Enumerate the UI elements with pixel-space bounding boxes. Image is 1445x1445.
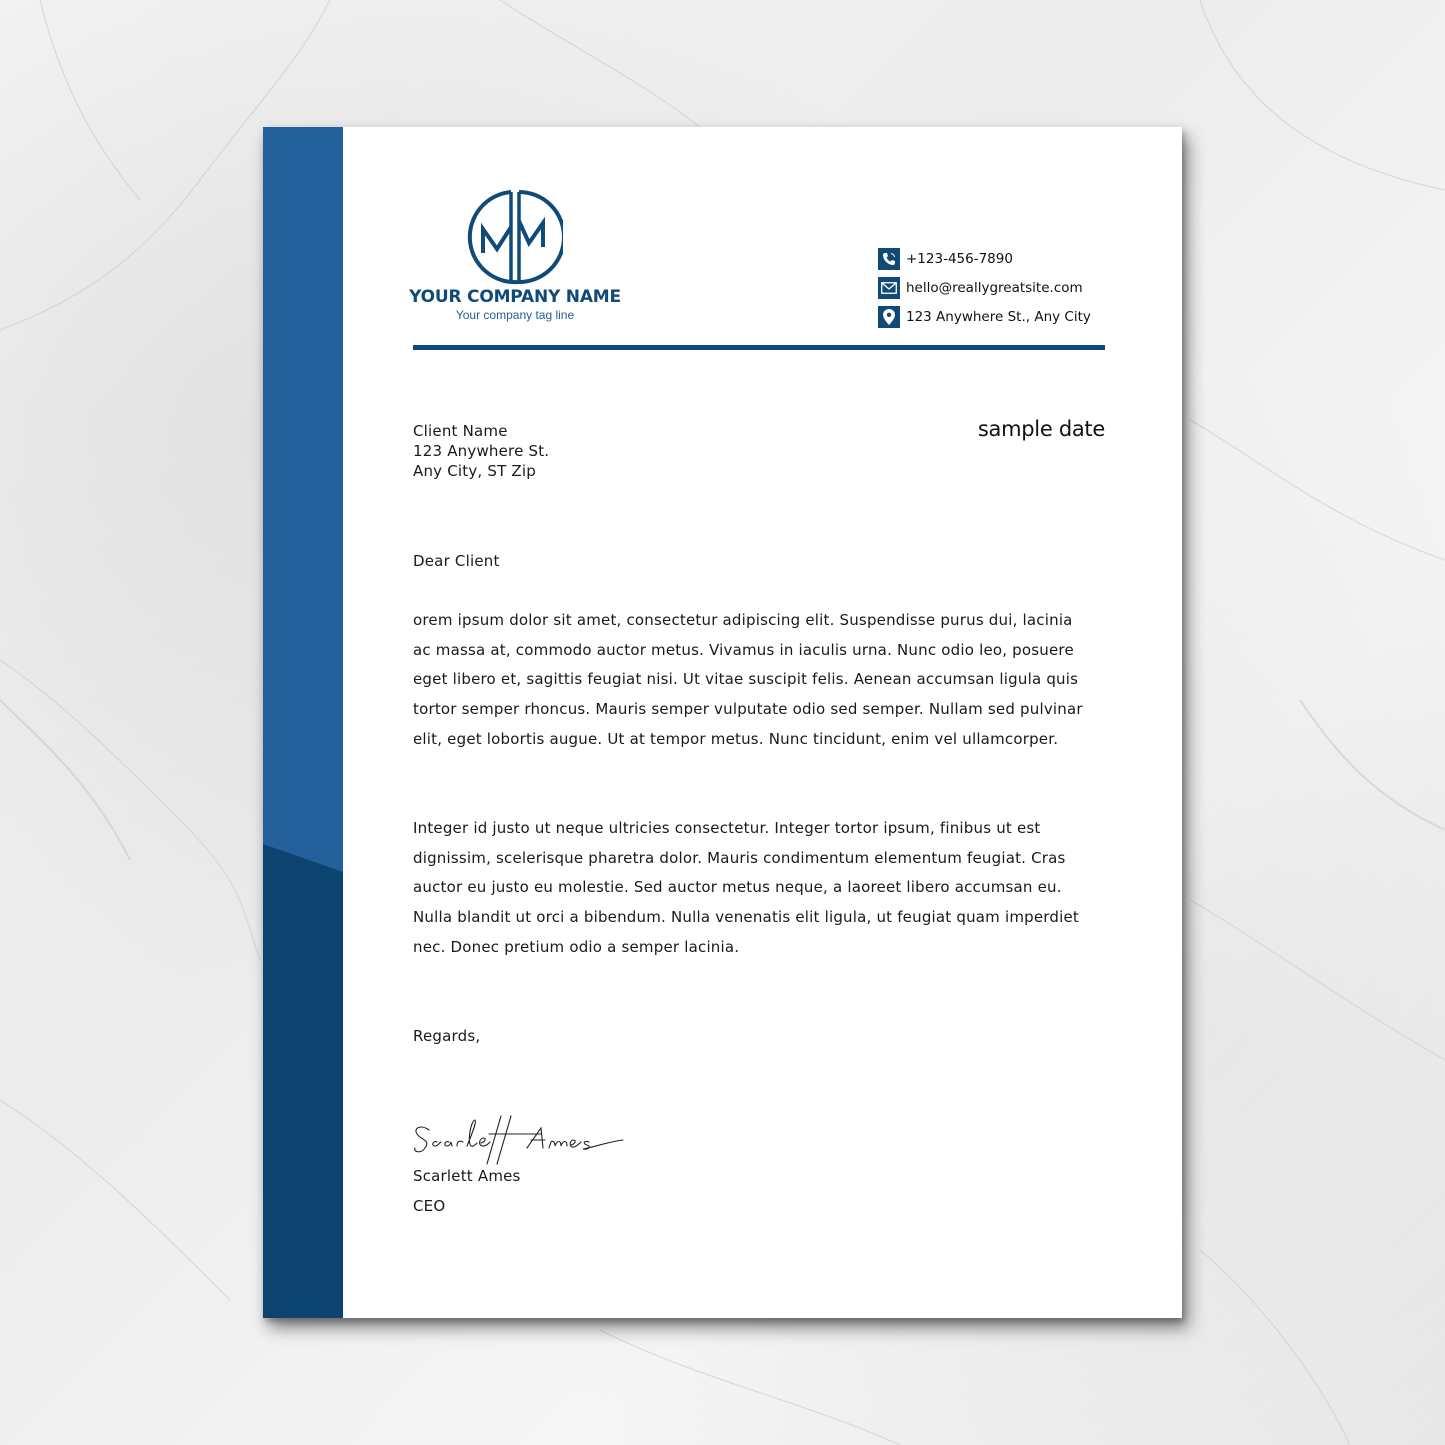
company-name: YOUR COMPANY NAME [409, 287, 621, 307]
header-divider [413, 345, 1105, 350]
recipient-street: 123 Anywhere St. [413, 442, 550, 460]
recipient-name: Client Name [413, 422, 508, 440]
letter-date: sample date [977, 417, 1105, 441]
sidebar-accent [263, 127, 343, 1318]
contact-phone [878, 244, 1091, 273]
phone-number[interactable]: +123-456-7890 [906, 250, 1013, 267]
letterhead-page [263, 127, 1182, 1318]
greeting: Dear Client [413, 552, 500, 570]
mail-icon [878, 277, 900, 299]
street-address: 123 Anywhere St., Any City [906, 308, 1091, 325]
signer-name: Scarlett Ames [413, 1167, 521, 1185]
signer-title: CEO [413, 1197, 446, 1215]
body-paragraph-2: Integer id justo ut neque ultricies consectetur. Integer tortor ipsum, finibus ut est dignissim, scelerisque pharetra dolor. Mauris condimentum elementum feugiat. Cras auctor eu justo eu molestie. Sed auctor metus neque, a laoreet libero accumsan eu. Nulla blandit ut orci a bibendum. Nulla venenatis elit ligula, ut feugiat quam imperdiet nec. Donec pretium odio a semper lacinia. [413, 819, 1079, 956]
recipient-city: Any City, ST Zip [413, 462, 536, 480]
phone-icon [878, 248, 900, 270]
recipient-block [413, 421, 549, 481]
email-address[interactable]: hello@reallygreatsite.com [906, 279, 1083, 296]
contact-info [878, 244, 1091, 331]
contact-address [878, 302, 1091, 331]
mw-monogram-icon [467, 189, 563, 285]
contact-email [878, 273, 1091, 302]
location-pin-icon [878, 306, 900, 328]
body-paragraph-1: orem ipsum dolor sit amet, consectetur adipiscing elit. Suspendisse purus dui, lacinia ac massa at, commodo auctor metus. Vivamus in iaculis urna. Nunc odio leo, posuere eget libero et, sagittis feugiat nisi. Ut vitae suscipit felis. Aenean accumsan ligula quis tortor semper rhoncus. Mauris semper vulputate odio sed semper. Nullam sed pulvinar elit, eget lobortis augue. Ut at tempor metus. Nunc tincidunt, enim vel ullamcorper. [413, 611, 1083, 748]
company-tagline: Your company tag line [455, 308, 575, 322]
signature-script [411, 1112, 631, 1172]
closing: Regards, [413, 1027, 481, 1045]
company-logo [400, 189, 630, 322]
